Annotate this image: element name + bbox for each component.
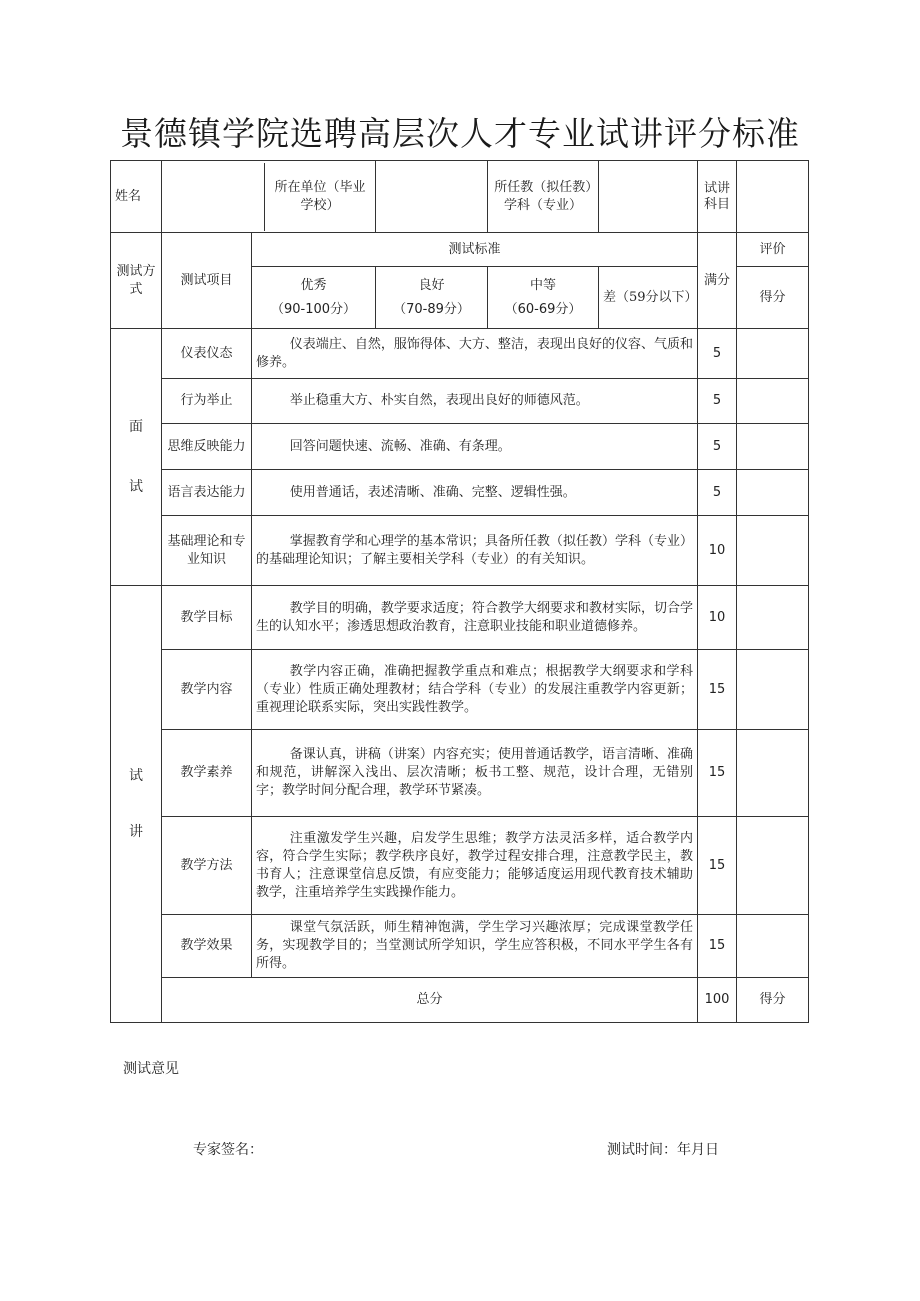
table-row [111,817,809,915]
item-name: 教学素养 [162,730,252,817]
item-name: 思维反映能力 [162,424,252,470]
full-score: 5 [698,379,737,424]
full-score: 5 [698,329,737,379]
table-row [111,424,809,470]
header-info-row [111,161,809,233]
full-score: 5 [698,470,737,516]
score-cell[interactable] [737,516,809,586]
table-row [111,516,809,586]
item-name: 教学方法 [162,817,252,915]
table-row [111,730,809,817]
method-lecture: 试 讲 [111,586,162,1023]
criteria-text: 注重激发学生兴趣，启发学生思维；教学方法灵活多样，适合教学内容，符合学生实际；教学秩序良好，教学过程安排合理，注意教学民主，教书育人；注意课堂信息反馈，有应变能力；能够适度运用现代教育技术辅助教学，注重培养学生实践操作能力。 [252,817,698,915]
scoring-table [110,160,809,1023]
total-score-cell[interactable]: 得分 [737,978,809,1023]
score-cell[interactable] [737,379,809,424]
full-score: 5 [698,424,737,470]
table-row [111,329,809,379]
course-value[interactable] [737,161,809,233]
total-label: 总分 [162,978,698,1023]
criteria-text: 课堂气氛活跃，师生精神饱满，学生学习兴趣浓厚；完成课堂教学任务，实现教学目的；当堂测试所学知识，学生应答积极，不同水平学生各有所得。 [252,915,698,978]
course-label: 试讲科目 [698,161,737,233]
criteria-text: 备课认真，讲稿（讲案）内容充实；使用普通话教学，语言清晰、准确和规范，讲解深入浅出、层次清晰；板书工整、规范，设计合理，无错别字；教学时间分配合理，教学环节紧凑。 [252,730,698,817]
score-cell[interactable] [737,650,809,730]
item-name: 教学效果 [162,915,252,978]
item-name: 行为举止 [162,379,252,424]
grade-poor: 差（59分以下） [599,267,698,329]
opinion-label: 测试意见 [123,1061,179,1077]
score-header: 得分 [737,267,809,329]
item-name: 教学内容 [162,650,252,730]
page-title: 景德镇学院选聘高层次人才专业试讲评分标准 [120,114,800,153]
full-score: 15 [698,817,737,915]
full-score: 15 [698,915,737,978]
evaluation-header: 评价 [737,233,809,267]
criteria-text: 掌握教育学和心理学的基本常识；具备所任教（拟任教）学科（专业）的基础理论知识；了解主要相关学科（专业）的有关知识。 [252,516,698,586]
subject-value[interactable] [599,161,698,233]
criteria-text: 回答问题快速、流畅、准确、有条理。 [252,424,698,470]
full-score: 10 [698,586,737,650]
item-name: 教学目标 [162,586,252,650]
item-name: 仪表仪态 [162,329,252,379]
item-name: 基础理论和专业知识 [162,516,252,586]
table-row [111,586,809,650]
score-cell[interactable] [737,470,809,516]
full-score: 15 [698,650,737,730]
method-interview: 面 试 [111,329,162,586]
score-cell[interactable] [737,817,809,915]
standard-header: 测试标准 [252,233,698,267]
criteria-text: 举止稳重大方、朴实自然，表现出良好的师德风范。 [252,379,698,424]
full-score-header: 满分 [698,233,737,329]
score-cell[interactable] [737,586,809,650]
criteria-text: 教学内容正确，准确把握教学重点和难点；根据教学大纲要求和学科（专业）性质正确处理教材；结合学科（专业）的发展注重教学内容更新；重视理论联系实际，突出实践性教学。 [252,650,698,730]
date-label: 测试时间：年月日 [607,1142,719,1158]
total-row [111,978,809,1023]
item-name: 语言表达能力 [162,470,252,516]
standards-header-row [111,233,809,267]
grade-medium: 中等 （60-69分） [488,267,599,329]
criteria-text: 使用普通话，表述清晰、准确、完整、逻辑性强。 [252,470,698,516]
unit-label: 所在单位（毕业学校） [264,163,375,231]
table-row [111,470,809,516]
full-score: 15 [698,730,737,817]
total-score: 100 [698,978,737,1023]
criteria-text: 仪表端庄、自然，服饰得体、大方、整洁，表现出良好的仪容、气质和修养。 [252,329,698,379]
score-cell[interactable] [737,424,809,470]
score-cell[interactable] [737,915,809,978]
score-cell[interactable] [737,329,809,379]
grade-good: 良好 （70-89分） [376,267,488,329]
table-row [111,379,809,424]
grade-excellent: 优秀 （90-100分） [252,267,376,329]
signature-label: 专家签名： [193,1142,263,1158]
full-score: 10 [698,516,737,586]
unit-value[interactable] [376,161,488,233]
subject-label: 所任教（拟任教）学科（专业） [488,161,599,233]
score-cell[interactable] [737,730,809,817]
criteria-text: 教学目的明确，教学要求适度；符合教学大纲要求和教材实际，切合学生的认知水平；渗透思想政治教育，注意职业技能和职业道德修养。 [252,586,698,650]
method-header: 测试方式 [111,233,162,329]
table-row [111,915,809,978]
item-header: 测试项目 [162,233,252,329]
name-label: 姓名 [111,161,162,233]
table-row [111,650,809,730]
